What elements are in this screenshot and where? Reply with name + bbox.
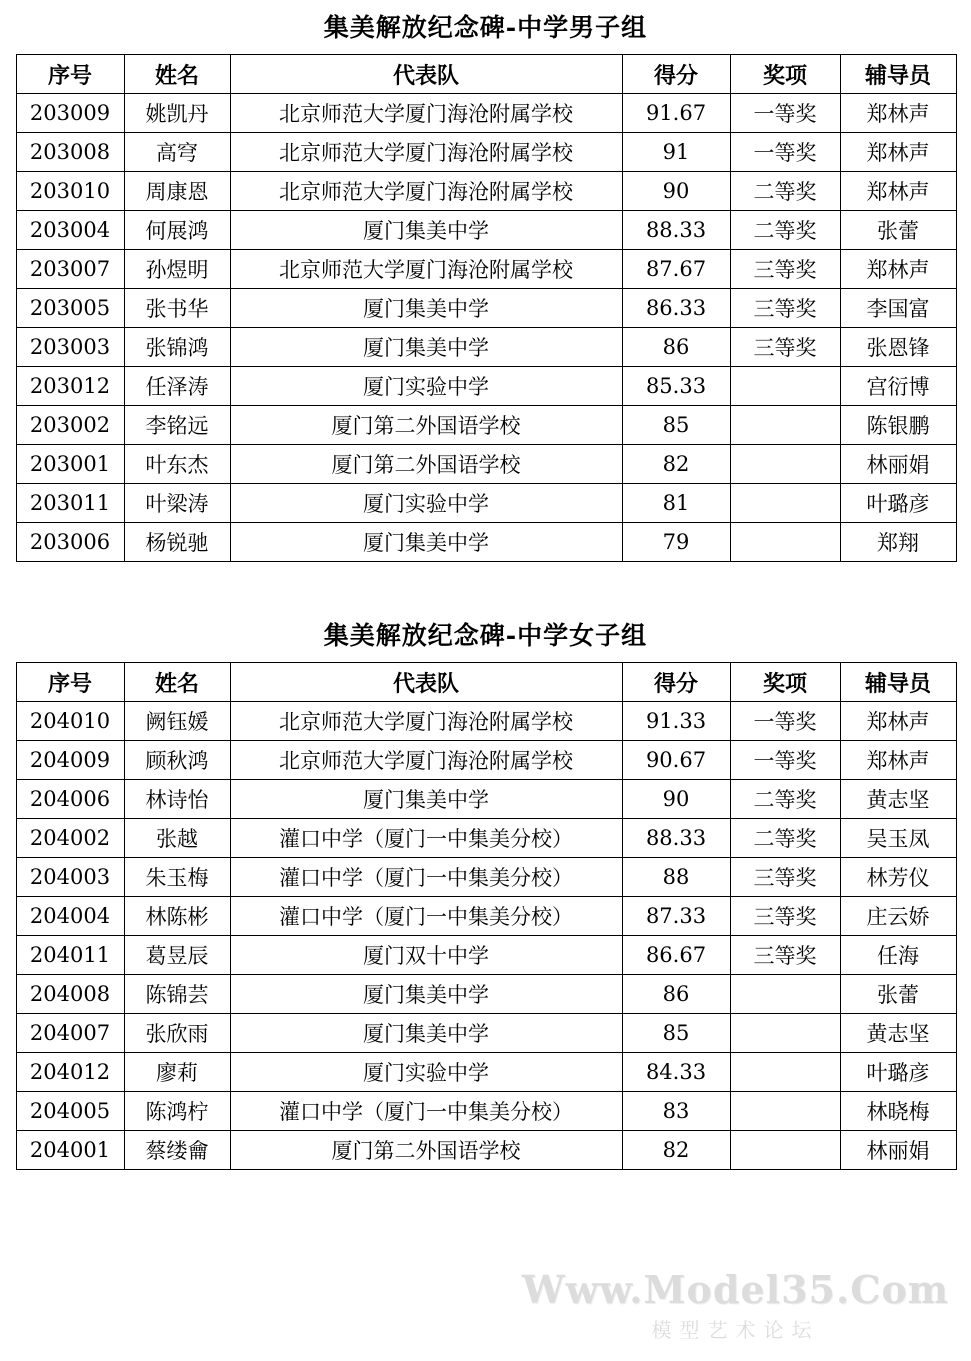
section-title: 集美解放纪念碑-中学女子组	[323, 621, 648, 650]
cell-award	[730, 1014, 840, 1053]
section-title: 集美解放纪念碑-中学男子组	[323, 13, 648, 42]
cell-score: 88	[622, 858, 730, 897]
cell-id: 203006	[16, 523, 124, 562]
column-header-award: 奖项	[730, 663, 840, 702]
cell-award: 三等奖	[730, 936, 840, 975]
cell-team: 厦门第二外国语学校	[230, 1131, 622, 1170]
cell-id: 204009	[16, 741, 124, 780]
cell-team: 灌口中学（厦门一中集美分校）	[230, 1092, 622, 1131]
table-row	[16, 367, 956, 406]
cell-award	[730, 445, 840, 484]
cell-coach: 郑林声	[840, 172, 956, 211]
cell-id: 203007	[16, 250, 124, 289]
table-header-row	[16, 55, 956, 94]
results-table-girls	[16, 662, 957, 1170]
cell-score: 90	[622, 172, 730, 211]
cell-coach: 宫衍博	[840, 367, 956, 406]
cell-score: 86.33	[622, 289, 730, 328]
table-row	[16, 975, 956, 1014]
cell-name: 葛昱辰	[124, 936, 230, 975]
results-table-boys	[16, 54, 957, 562]
cell-coach: 叶璐彦	[840, 1053, 956, 1092]
column-header-award: 奖项	[730, 55, 840, 94]
table-row	[16, 211, 956, 250]
cell-team: 厦门集美中学	[230, 1014, 622, 1053]
table-row	[16, 172, 956, 211]
cell-coach: 张蕾	[840, 975, 956, 1014]
cell-id: 203009	[16, 94, 124, 133]
cell-score: 86.67	[622, 936, 730, 975]
cell-name: 姚凯丹	[124, 94, 230, 133]
table-row	[16, 741, 956, 780]
cell-award	[730, 1092, 840, 1131]
cell-coach: 郑林声	[840, 741, 956, 780]
cell-score: 85	[622, 1014, 730, 1053]
cell-name: 陈锦芸	[124, 975, 230, 1014]
cell-coach: 陈银鹏	[840, 406, 956, 445]
table-row	[16, 819, 956, 858]
table-row	[16, 94, 956, 133]
cell-id: 204010	[16, 702, 124, 741]
cell-coach: 郑翔	[840, 523, 956, 562]
cell-id: 203010	[16, 172, 124, 211]
column-header-score: 得分	[622, 663, 730, 702]
cell-team: 厦门第二外国语学校	[230, 406, 622, 445]
cell-id: 204006	[16, 780, 124, 819]
cell-id: 203002	[16, 406, 124, 445]
cell-id: 204012	[16, 1053, 124, 1092]
column-header-id: 序号	[16, 663, 124, 702]
cell-name: 廖莉	[124, 1053, 230, 1092]
cell-score: 91.67	[622, 94, 730, 133]
cell-coach: 任海	[840, 936, 956, 975]
cell-name: 阙钰媛	[124, 702, 230, 741]
cell-award: 二等奖	[730, 172, 840, 211]
cell-award: 二等奖	[730, 211, 840, 250]
cell-id: 203012	[16, 367, 124, 406]
cell-team: 厦门集美中学	[230, 780, 622, 819]
column-header-id: 序号	[16, 55, 124, 94]
cell-name: 张欣雨	[124, 1014, 230, 1053]
watermark-subtitle: 模型艺术论坛	[651, 1318, 820, 1342]
cell-award	[730, 367, 840, 406]
cell-id: 204004	[16, 897, 124, 936]
table-row	[16, 936, 956, 975]
cell-name: 张锦鸿	[124, 328, 230, 367]
cell-id: 203005	[16, 289, 124, 328]
section-divider-space	[0, 562, 971, 608]
watermark	[522, 1267, 949, 1343]
table-row	[16, 1092, 956, 1131]
cell-team: 北京师范大学厦门海沧附属学校	[230, 702, 622, 741]
cell-team: 灌口中学（厦门一中集美分校）	[230, 897, 622, 936]
cell-name: 张越	[124, 819, 230, 858]
cell-award	[730, 484, 840, 523]
cell-name: 杨锐驰	[124, 523, 230, 562]
cell-award: 三等奖	[730, 250, 840, 289]
cell-score: 90	[622, 780, 730, 819]
table-row	[16, 780, 956, 819]
cell-score: 91	[622, 133, 730, 172]
cell-coach: 张蕾	[840, 211, 956, 250]
cell-award: 二等奖	[730, 780, 840, 819]
cell-id: 203003	[16, 328, 124, 367]
cell-score: 88.33	[622, 211, 730, 250]
cell-id: 203001	[16, 445, 124, 484]
cell-id: 204001	[16, 1131, 124, 1170]
cell-score: 90.67	[622, 741, 730, 780]
cell-team: 厦门第二外国语学校	[230, 445, 622, 484]
column-header-name: 姓名	[124, 55, 230, 94]
column-header-team: 代表队	[230, 663, 622, 702]
cell-name: 蔡缕龠	[124, 1131, 230, 1170]
cell-score: 81	[622, 484, 730, 523]
cell-coach: 郑林声	[840, 133, 956, 172]
cell-name: 陈鸿柠	[124, 1092, 230, 1131]
cell-award: 二等奖	[730, 819, 840, 858]
cell-coach: 李国富	[840, 289, 956, 328]
cell-team: 北京师范大学厦门海沧附属学校	[230, 172, 622, 211]
cell-coach: 林晓梅	[840, 1092, 956, 1131]
cell-team: 厦门集美中学	[230, 523, 622, 562]
table-row	[16, 897, 956, 936]
cell-coach: 庄云娇	[840, 897, 956, 936]
column-header-name: 姓名	[124, 663, 230, 702]
cell-name: 何展鸿	[124, 211, 230, 250]
cell-team: 厦门双十中学	[230, 936, 622, 975]
cell-id: 203011	[16, 484, 124, 523]
cell-award	[730, 1131, 840, 1170]
cell-id: 204011	[16, 936, 124, 975]
cell-score: 86	[622, 975, 730, 1014]
table-row	[16, 250, 956, 289]
column-header-coach: 辅导员	[840, 55, 956, 94]
results-section-girls	[16, 608, 956, 1170]
cell-score: 91.33	[622, 702, 730, 741]
cell-name: 任泽涛	[124, 367, 230, 406]
cell-name: 林陈彬	[124, 897, 230, 936]
column-header-score: 得分	[622, 55, 730, 94]
cell-id: 204002	[16, 819, 124, 858]
cell-score: 86	[622, 328, 730, 367]
cell-team: 厦门实验中学	[230, 1053, 622, 1092]
cell-award: 一等奖	[730, 133, 840, 172]
cell-award	[730, 975, 840, 1014]
cell-coach: 林丽娟	[840, 1131, 956, 1170]
cell-score: 84.33	[622, 1053, 730, 1092]
cell-id: 204003	[16, 858, 124, 897]
cell-score: 83	[622, 1092, 730, 1131]
cell-coach: 林丽娟	[840, 445, 956, 484]
cell-name: 高穹	[124, 133, 230, 172]
cell-award: 三等奖	[730, 328, 840, 367]
cell-name: 叶梁涛	[124, 484, 230, 523]
cell-team: 厦门集美中学	[230, 328, 622, 367]
cell-score: 88.33	[622, 819, 730, 858]
cell-id: 203004	[16, 211, 124, 250]
cell-award: 三等奖	[730, 289, 840, 328]
cell-award	[730, 1053, 840, 1092]
table-row	[16, 484, 956, 523]
cell-award: 一等奖	[730, 702, 840, 741]
cell-team: 厦门集美中学	[230, 211, 622, 250]
watermark-url: Www.Model35.Com	[521, 1267, 949, 1312]
cell-team: 北京师范大学厦门海沧附属学校	[230, 741, 622, 780]
cell-team: 厦门集美中学	[230, 289, 622, 328]
column-header-team: 代表队	[230, 55, 622, 94]
table-row	[16, 1014, 956, 1053]
cell-coach: 黄志坚	[840, 1014, 956, 1053]
cell-name: 周康恩	[124, 172, 230, 211]
cell-score: 82	[622, 1131, 730, 1170]
cell-award: 三等奖	[730, 858, 840, 897]
table-header-row	[16, 663, 956, 702]
table-row	[16, 1053, 956, 1092]
cell-award: 一等奖	[730, 741, 840, 780]
cell-score: 79	[622, 523, 730, 562]
cell-name: 朱玉梅	[124, 858, 230, 897]
cell-name: 孙煜明	[124, 250, 230, 289]
cell-score: 87.67	[622, 250, 730, 289]
cell-score: 85.33	[622, 367, 730, 406]
cell-id: 204008	[16, 975, 124, 1014]
cell-name: 顾秋鸿	[124, 741, 230, 780]
table-row	[16, 858, 956, 897]
table-row	[16, 445, 956, 484]
cell-award: 一等奖	[730, 94, 840, 133]
cell-coach: 张恩锋	[840, 328, 956, 367]
cell-name: 张书华	[124, 289, 230, 328]
cell-id: 203008	[16, 133, 124, 172]
column-header-coach: 辅导员	[840, 663, 956, 702]
cell-team: 厦门集美中学	[230, 975, 622, 1014]
cell-name: 林诗怡	[124, 780, 230, 819]
cell-coach: 叶璐彦	[840, 484, 956, 523]
table-row	[16, 406, 956, 445]
cell-coach: 吴玉凤	[840, 819, 956, 858]
cell-score: 85	[622, 406, 730, 445]
cell-coach: 郑林声	[840, 250, 956, 289]
cell-team: 灌口中学（厦门一中集美分校）	[230, 858, 622, 897]
cell-coach: 黄志坚	[840, 780, 956, 819]
table-row	[16, 1131, 956, 1170]
cell-team: 厦门实验中学	[230, 484, 622, 523]
table-row	[16, 702, 956, 741]
cell-id: 204005	[16, 1092, 124, 1131]
table-row	[16, 133, 956, 172]
cell-coach: 郑林声	[840, 702, 956, 741]
cell-name: 叶东杰	[124, 445, 230, 484]
cell-score: 82	[622, 445, 730, 484]
table-row	[16, 289, 956, 328]
cell-id: 204007	[16, 1014, 124, 1053]
cell-team: 灌口中学（厦门一中集美分校）	[230, 819, 622, 858]
cell-name: 李铭远	[124, 406, 230, 445]
cell-team: 厦门实验中学	[230, 367, 622, 406]
cell-team: 北京师范大学厦门海沧附属学校	[230, 94, 622, 133]
table-row	[16, 523, 956, 562]
cell-team: 北京师范大学厦门海沧附属学校	[230, 133, 622, 172]
cell-coach: 郑林声	[840, 94, 956, 133]
cell-team: 北京师范大学厦门海沧附属学校	[230, 250, 622, 289]
results-section-boys	[16, 0, 956, 562]
cell-coach: 林芳仪	[840, 858, 956, 897]
table-row	[16, 328, 956, 367]
cell-award: 三等奖	[730, 897, 840, 936]
cell-award	[730, 523, 840, 562]
cell-score: 87.33	[622, 897, 730, 936]
cell-award	[730, 406, 840, 445]
